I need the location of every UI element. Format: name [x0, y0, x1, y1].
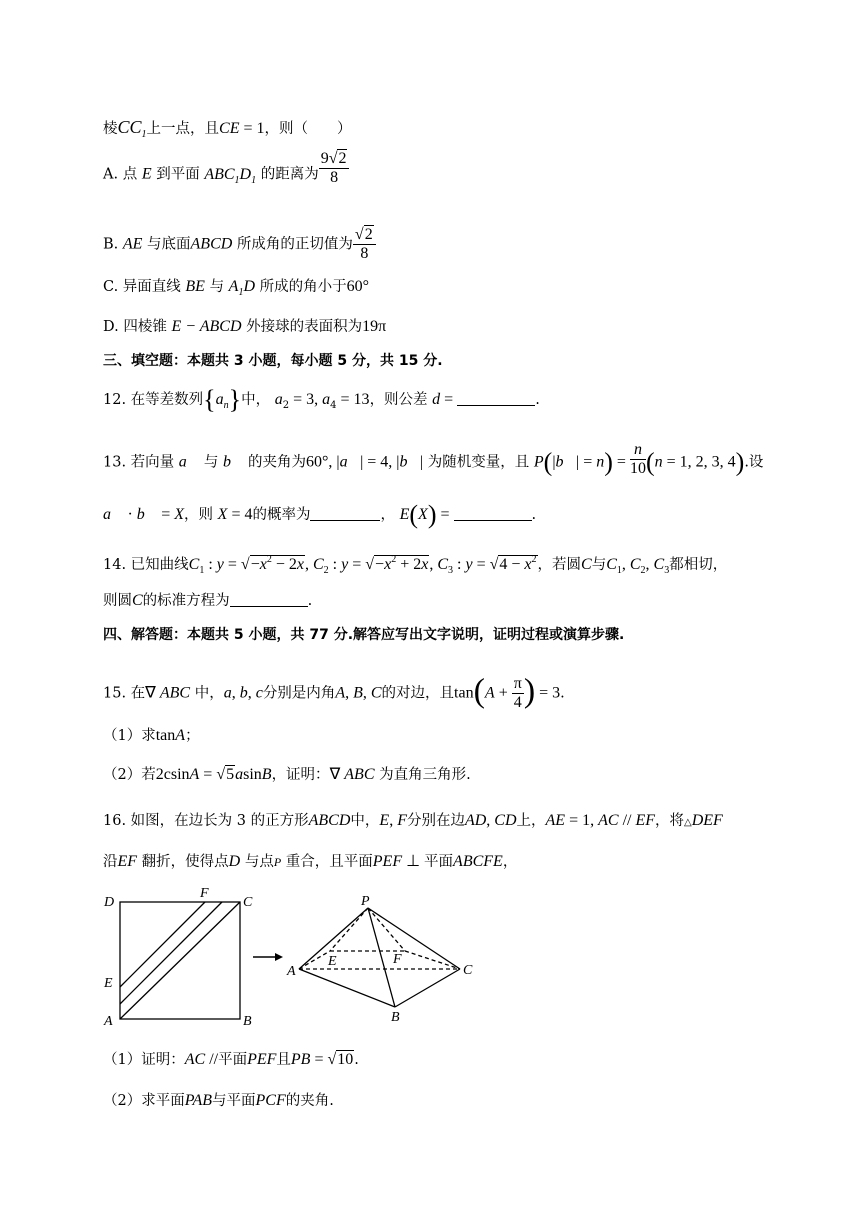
label-F2: F [393, 952, 402, 967]
option-b: B. AE 与底面ABCD 所成角的正切值为 $\frac{√2}{8}$ [103, 226, 376, 263]
label-C2: C [463, 963, 473, 978]
section-solutions: 四、解答题：本题共 5 小题，共 77 分.解答应写出文字说明，证明过程或演算步骤. [103, 627, 625, 643]
question-16-part2: （2）求平面PAB与平面PCF的夹角. [103, 1092, 334, 1109]
option-c: C. 异面直线 BE 与 $A_1D$ 所成的角小于60° [103, 278, 370, 298]
label-E: E [104, 976, 113, 991]
label-C: C [243, 895, 253, 910]
question-14-cont: 则圆C的标准方程为 . [103, 592, 313, 609]
question-16-part1: （1）证明：AC //平面PEF且PB = √10. [103, 1051, 359, 1068]
question-13-cont: a⃗ · b⃗ = X，则 X = 4的概率为 ， E(X) = . [103, 500, 537, 529]
label-A: A [104, 1014, 113, 1029]
label-A2: A [287, 964, 296, 979]
question-12: 12. 在等差数列$\{a_n\}$中， $a_2 = 3$, $a_4 = 13$，则公差 d = . [103, 385, 540, 414]
option-d: D. 四棱锥 E − ABCD 外接球的表面积为19π [103, 318, 387, 335]
option-context-line: 棱$CC_1$上一点，且CE = 1，则（ ） [103, 117, 352, 140]
option-a: A. 点 E 到平面 $ABC_1D_1$ 的距离为 $\frac{9√2}{8}$ [103, 162, 349, 191]
section-fill-in: 三、填空题：本题共 3 小题，每小题 5 分，共 15 分. [103, 353, 443, 369]
label-F: F [200, 886, 209, 901]
question-16-cont: 沿EF 翻折，使得点D 与点P 重合，且平面PEF ⊥ 平面ABCFE， [103, 853, 518, 870]
question-13: 13. 若向量 a⃗ 与 b⃗ 的夹角为60°, |a⃗| = 4, |b⃗| 为随机变量，且 P(|b⃗| = n) = $\frac{n}{10}$ (n = 1, 2, 3, 4).设 [103, 441, 764, 477]
folding-figure [95, 885, 495, 1030]
label-B2: B [391, 1010, 400, 1025]
question-15-part2: （2）若2csinA = √5asinB，证明：∇ ABC 为直角三角形. [103, 766, 471, 783]
question-14: 14. 已知曲线$C_1$ : $y = √-x^2 - 2x$, $C_2$ : $y = √-x^2 + 2x$, $C_3$ : $y = √4 - x^2$，若圆C与$C_1$, $C_2$, $C_3$都相切， [103, 554, 728, 576]
label-D: D [104, 895, 115, 910]
question-15: 15. 在∇ ABC 中，a, b, c分别是内角A, B, C的对边，且tan(A + $\frac{\pi}{4}$ ) = 3. [103, 672, 565, 711]
label-P: P [361, 894, 370, 909]
label-E2: E [328, 954, 337, 969]
arrow-icon [253, 953, 283, 961]
question-16: 16. 如图，在边长为 3 的正方形ABCD中，E, F分别在边AD, CD上，AE = 1, AC // EF，将△DEF [103, 812, 723, 829]
pyramid-diagram [299, 908, 460, 1007]
question-15-part1: （1）求tanA； [103, 727, 200, 744]
label-B: B [243, 1014, 252, 1029]
square-diagram [120, 902, 240, 1019]
